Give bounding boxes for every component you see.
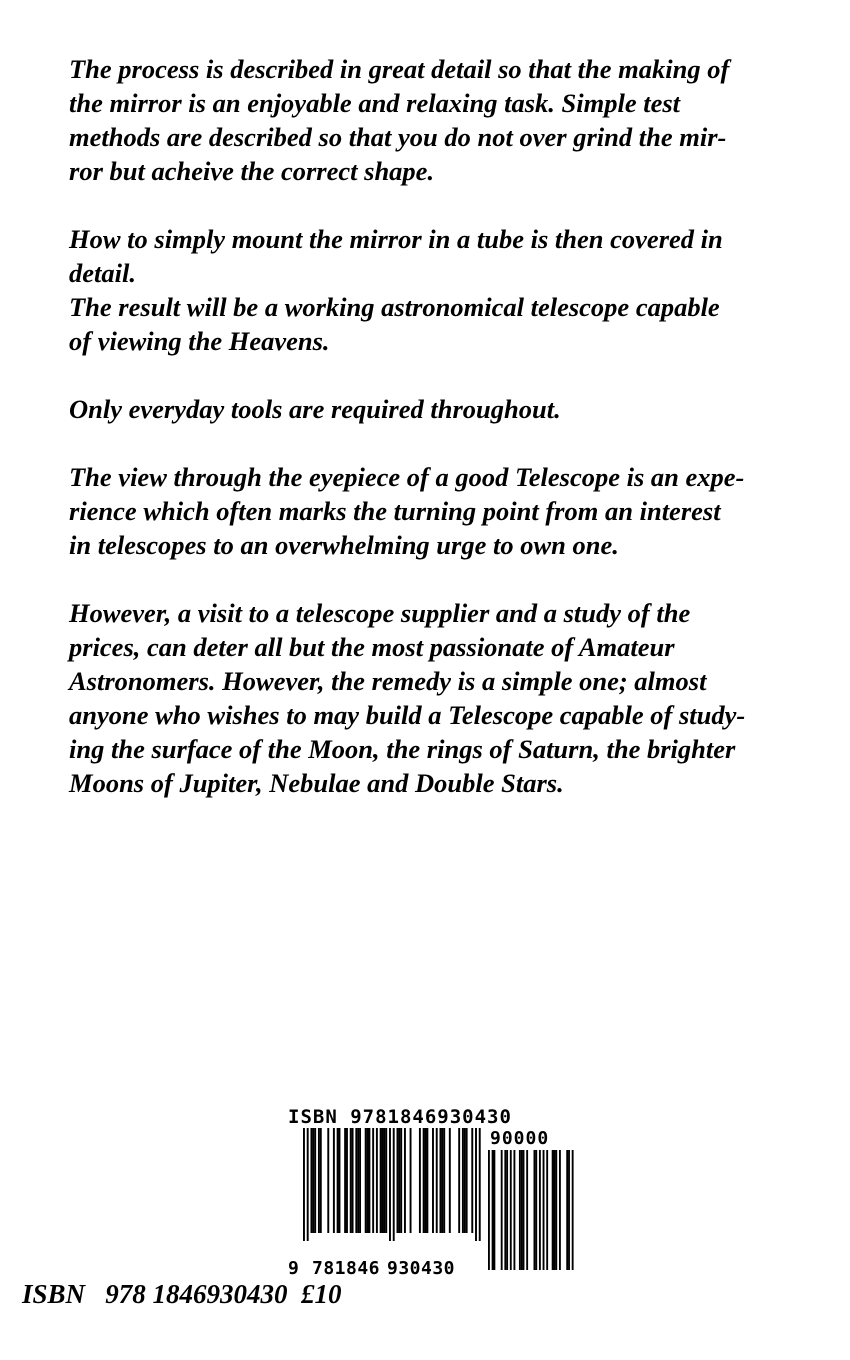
blurb-text — [69, 52, 791, 834]
barcode-supplement-bar — [504, 1150, 506, 1270]
barcode-bar — [346, 1128, 348, 1233]
barcode-supplement-bar — [488, 1150, 490, 1270]
barcode-bar — [400, 1128, 402, 1233]
barcode-bar — [397, 1128, 399, 1233]
barcode-bar — [357, 1128, 359, 1233]
barcode-bar — [310, 1128, 312, 1233]
barcode-bar — [376, 1128, 378, 1233]
barcode-bar — [359, 1128, 361, 1233]
barcode-bar — [339, 1128, 341, 1233]
blurb-paragraph: How to simply mount the mirror in a tube is then covered in detail. — [69, 224, 723, 288]
barcode-bar — [432, 1128, 434, 1233]
blurb-paragraph: Only everyday tools are required throughout. — [69, 394, 561, 424]
barcode-bar — [307, 1128, 309, 1241]
barcode-bar — [344, 1128, 346, 1233]
blurb-paragraph: The result will be a working astronomical telescope capable of viewing the Heavens. — [69, 292, 720, 356]
barcode-supplement-bar — [501, 1150, 503, 1270]
barcode-supplement-bar — [546, 1150, 548, 1270]
barcode-supplement-bar — [492, 1150, 494, 1270]
barcode-bar — [426, 1128, 428, 1233]
isbn-price-line: ISBN 978 1846930430 £10 — [22, 1279, 342, 1309]
blurb-paragraph: However, a visit to a telescope supplier and a study of the prices, can deter all but the most passionate of Amateur Astronomers. However, the remedy is a simple one; almost anyone who wishes to may build a Telescope capable of study- ing the surface of the Moon, the rings of Saturn, the brighter Moons of Jupiter, Nebulae and Double Stars. — [69, 598, 746, 798]
barcode-bar — [441, 1128, 443, 1233]
barcode-supplement-bar — [552, 1150, 554, 1270]
barcode-graphic — [285, 1128, 575, 1278]
barcode-bar — [355, 1128, 357, 1233]
barcode-supplement-bar — [572, 1150, 574, 1270]
barcode-supplement-bar — [559, 1150, 561, 1270]
blurb-paragraph: The process is described in great detail so that the making of the mirror is an enjoyable and relaxing task. Simple test methods are described so that you do not over grind the mir- ror but acheive the correct shape. — [69, 54, 730, 186]
barcode-bar — [314, 1128, 316, 1233]
barcode-bar — [367, 1128, 369, 1233]
barcode-bar — [372, 1128, 374, 1233]
barcode-supplement-bar — [493, 1150, 495, 1270]
barcode-bar — [337, 1128, 339, 1233]
barcode-supplement-bar — [554, 1150, 556, 1270]
barcode-bar — [350, 1128, 352, 1233]
barcode-bar — [449, 1128, 451, 1233]
barcode-bar — [462, 1128, 464, 1233]
barcode-bar — [398, 1128, 400, 1233]
barcode-bar — [327, 1128, 329, 1233]
barcode-bar — [389, 1128, 391, 1241]
barcode-bar — [458, 1128, 460, 1233]
barcode-bars — [303, 1128, 481, 1241]
barcode-bar — [380, 1128, 382, 1233]
barcode-supplement-digits: 90000 — [490, 1128, 550, 1149]
barcode-supplement-bars — [488, 1150, 574, 1270]
barcode-bar — [404, 1128, 406, 1233]
barcode-supplement-bar — [513, 1150, 515, 1270]
barcode-digits-left: 781846 — [312, 1258, 381, 1278]
barcode-bar — [443, 1128, 445, 1233]
barcode-supplement-bar — [506, 1150, 508, 1270]
blurb-paragraph: The view through the eyepiece of a good Telescope is an expe- rience which often marks the turning point from an interest in telescopes to an overwhelming urge to own one. — [69, 462, 745, 560]
barcode-bar — [464, 1128, 466, 1233]
barcode-bar — [479, 1128, 481, 1241]
barcode-bar — [410, 1128, 412, 1233]
barcode-bar — [475, 1128, 477, 1241]
barcode-bar — [312, 1128, 314, 1233]
barcode-bar — [466, 1128, 468, 1233]
barcode-bar — [368, 1128, 370, 1233]
barcode-supplement-bar — [526, 1150, 528, 1270]
barcode-supplement-bar — [519, 1150, 521, 1270]
barcode-bar — [382, 1128, 384, 1233]
barcode-isbn-label: ISBN 9781846930430 — [288, 1106, 512, 1128]
barcode-bar — [440, 1128, 442, 1233]
barcode-bar — [419, 1128, 421, 1233]
barcode-supplement-bar — [543, 1150, 545, 1270]
barcode-supplement-bar — [555, 1150, 557, 1270]
barcode-bar — [352, 1128, 354, 1233]
barcode-supplement-bar — [535, 1150, 537, 1270]
barcode-digits-right: 930430 — [387, 1258, 456, 1278]
barcode-bar — [318, 1128, 320, 1233]
barcode-bar — [303, 1128, 305, 1241]
barcode-supplement-bar — [566, 1150, 568, 1270]
barcode-bar — [423, 1128, 425, 1233]
barcode-bar — [425, 1128, 427, 1233]
barcode-bar — [320, 1128, 322, 1233]
barcode-bar — [383, 1128, 385, 1233]
barcode-supplement-bar — [568, 1150, 570, 1270]
barcode-supplement-bar — [521, 1150, 523, 1270]
barcode-supplement-bar — [510, 1150, 512, 1270]
isbn-barcode — [285, 1106, 575, 1276]
barcode-bar — [385, 1128, 387, 1233]
barcode-supplement-bar — [523, 1150, 525, 1270]
barcode-bar — [365, 1128, 367, 1233]
barcode-bar — [471, 1128, 473, 1233]
barcode-bar — [436, 1128, 438, 1233]
barcode-digit-first: 9 — [288, 1258, 299, 1278]
barcode-supplement-bar — [539, 1150, 541, 1270]
barcode-supplement-bar — [534, 1150, 536, 1270]
barcode-bar — [333, 1128, 335, 1233]
barcode-bar — [393, 1128, 395, 1241]
